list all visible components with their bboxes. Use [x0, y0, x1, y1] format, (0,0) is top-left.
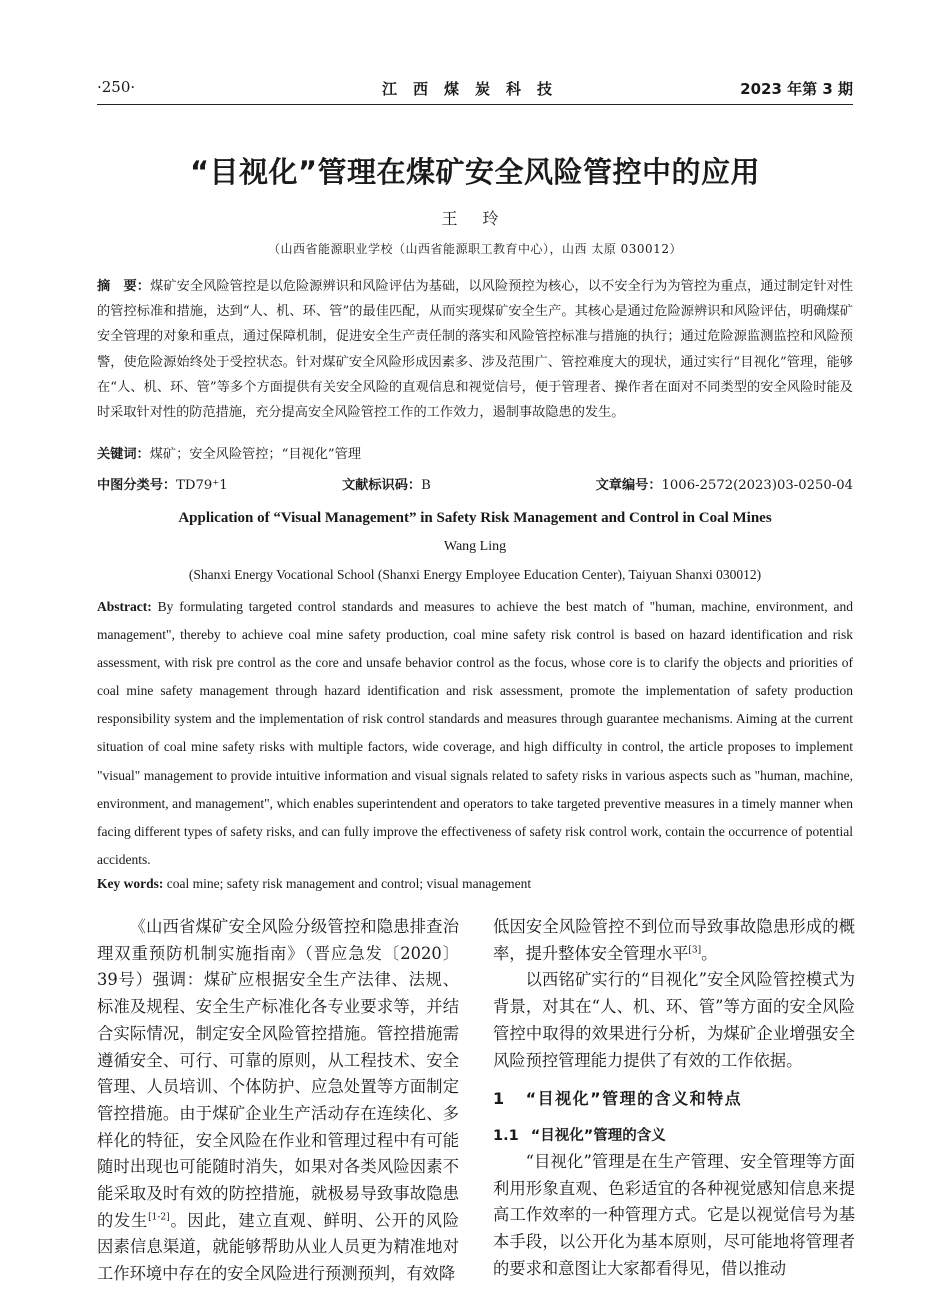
running-head: [97, 78, 853, 105]
clc-label: 中图分类号：: [97, 478, 177, 493]
keywords-en-text: coal mine; safety risk management and control; visual management: [163, 876, 532, 891]
article-title-en: Application of “Visual Management” in Safety Risk Management and Control in Coal Mines: [178, 510, 772, 526]
section-title: “目视化”管理的含义和特点: [525, 1089, 743, 1109]
paragraph-text: 《山西省煤矿安全风险分级管控和隐患排查治理双重预防机制实施指南》（晋应急发〔2020〕39号）强调：煤矿应根据安全生产法律、法规、标准及规程、安全生产标准化各专业要求等，并结合实际情况，制定安全风险管控措施。管控措施需遵循安全、可行、可靠的原则，从工程技术、安全管理、人员培训、个体防护、应急处置等方面制定管控措施。由于煤矿企业生产活动存在连续化、多样化的特征，安全风险在作业和管理过程中有可能随时出现也可能随时消失，如果对各类风险因素不能采取及时有效的防控措施，就极易导致事故隐患的发生: [97, 917, 459, 1230]
clc-value: TD79⁺1: [176, 478, 228, 493]
article-number: [596, 474, 853, 493]
keywords-cn-label: 关键词：: [97, 447, 150, 462]
subsection-heading: [493, 1123, 855, 1149]
section-number: 1: [493, 1089, 506, 1109]
keywords-cn: [97, 444, 853, 466]
abstract-en: [97, 593, 853, 874]
body-paragraph: “目视化”管理是在生产管理、安全管理等方面利用形象直观、色彩适宜的各种视觉感知信息来提高工作效率的一种管理方式。它是以视觉信号为基本手段，以公开化为基本原则，尽可能地将管理者的要求和意图让大家都看得见，借以推动: [493, 1151, 855, 1278]
abstract-en-text: By formulating targeted control standards and measures to achieve the best match of "human, machine, environment, and management", thereby to achieve coal mine safety production, coal mine safety risk control is based on hazard identification and risk assessment, with risk pre control as the core and unsafe behavior control as the focus, whose core is to clarify the objects and priorities of coal mine safety management through hazard identification and risk assessment, promote the implementation of safety production responsibility system and the implementation of risk control standards and measures through guarantee mechanisms. Aiming at the current situation of coal mine safety risks with multiple factors, wide coverage, and high difficulty in control, the article proposes to implement "visual" management to provide intuitive information and visual signals related to safety risks in various aspects such as "human, machine, environment, and management", which enables superintendent and operators to take targeted preventive measures in a timely manner when facing different types of safety risks, and can fully improve the effectiveness of safety risk control work, contain the occurrence of potential accidents.: [97, 599, 853, 867]
abstract-cn: [97, 274, 853, 425]
author-cn: 王 玲: [441, 209, 509, 228]
abstract-cn-label: 摘 要：: [97, 279, 151, 294]
clc-number: [97, 474, 228, 493]
body-paragraph: [97, 914, 459, 1288]
document-code: [342, 474, 431, 493]
body-column-left: [97, 914, 459, 1288]
citation-ref: [3]: [688, 945, 702, 956]
abstract-cn-text: 煤矿安全风险管控是以危险源辨识和风险评估为基础，以风险预控为核心，以不安全行为为管控为重点，通过制定针对性的管控标准和措施，达到“人、机、环、管”的最佳匹配，从而实现煤矿安全生产。其核心是通过危险源辨识和风险评估，明确煤矿安全管理的对象和重点，通过保障机制，促进安全生产责任制的落实和风险管控标准与措施的执行；通过危险源监测监控和风险预警，使危险源始终处于受控状态。针对煤矿安全风险形成因素多、涉及范围广、管控难度大的现状，通过实行“目视化”管理，能够在“人、机、环、管”等多个方面提供有关安全风险的直观信息和视觉信号，便于管理者、操作者在面对不同类型的安全风险时能及时采取针对性的防范措施，充分提高安全风险管控工作的工作效力，遏制事故隐患的发生。: [97, 279, 853, 421]
issue-label: 2023 年第 3 期: [740, 80, 853, 98]
classification-row: [97, 474, 853, 496]
body-paragraph: 以西铭矿实行的“目视化”安全风险管控模式为背景，对其在“人、机、环、管”等方面的安全风险管控中取得的效果进行分析，为煤矿企业增强安全风险预控管理能力提供了有效的工作依据。: [493, 970, 855, 1070]
body-column-right: [493, 914, 855, 1282]
paragraph-text: 低因安全风险管控不到位而导致事故隐患形成的概率，提升整体安全管理水平: [493, 917, 855, 963]
keywords-en-label: Key words:: [97, 876, 164, 891]
affiliation-cn: （山西省能源职业学校（山西省能源职工教育中心），山西 太原 030012）: [268, 242, 682, 256]
article-number-label: 文章编号：: [595, 478, 662, 493]
article-title-cn: “目视化”管理在煤矿安全风险管控中的应用: [189, 155, 761, 189]
paragraph-text: 。因此，建立直观、鲜明、公开的风险因素信息渠道，就能够帮助从业人员更为精准地对工作环境中存在的安全风险进行预测预判，有效降: [97, 1210, 459, 1284]
citation-ref: [1-2]: [148, 1212, 170, 1223]
keywords-cn-text: 煤矿；安全风险管控；“目视化”管理: [149, 447, 362, 462]
keywords-en: [97, 873, 853, 895]
subsection-number: 1.1: [493, 1127, 519, 1144]
abstract-en-label: Abstract:: [97, 599, 152, 614]
author-en: Wang Ling: [443, 539, 507, 554]
page-number: ·250·: [97, 78, 136, 96]
article-number-value: 1006-2572(2023)03-0250-04: [661, 478, 853, 493]
doc-code-value: B: [421, 478, 431, 493]
affiliation-en: (Shanxi Energy Vocational School (Shanxi Energy Employee Education Center), Taiyuan Shanxi 030012): [188, 567, 762, 582]
doc-code-label: 文献标识码：: [342, 478, 422, 493]
paragraph-text: 。: [701, 943, 718, 963]
subsection-title: “目视化”管理的含义: [530, 1127, 666, 1144]
section-heading: [493, 1086, 855, 1113]
journal-name: 江西煤炭科技: [381, 80, 568, 98]
body-paragraph: [493, 914, 855, 967]
